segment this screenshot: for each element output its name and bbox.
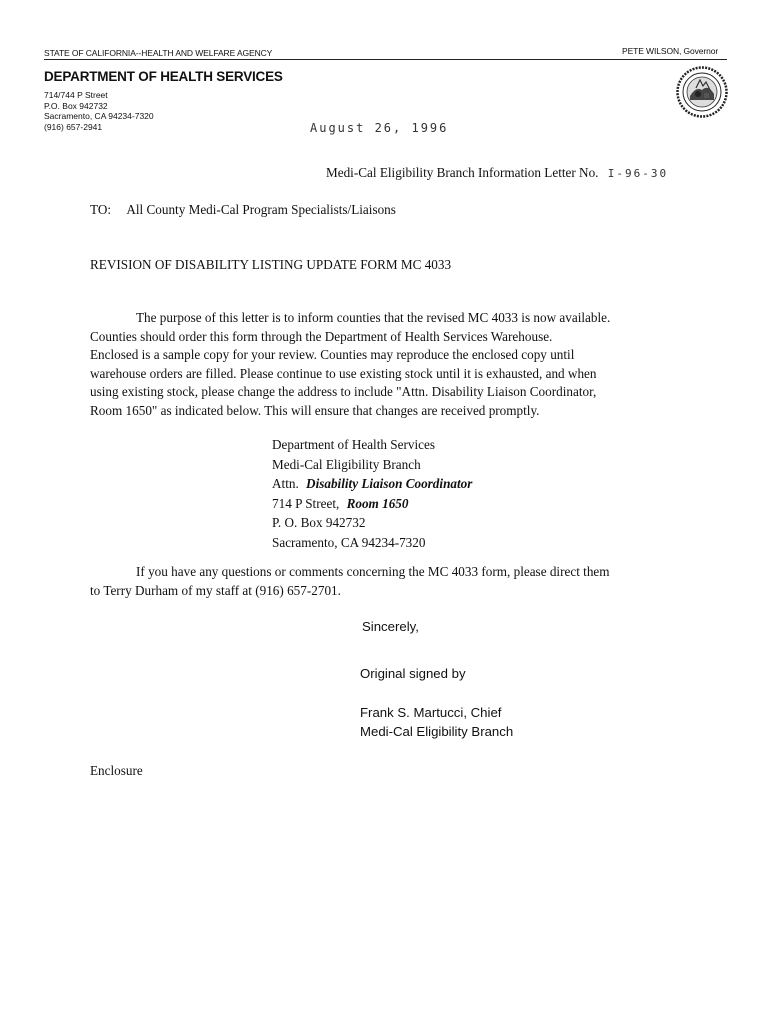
subject-line: REVISION OF DISABILITY LISTING UPDATE FORM MC 4033: [90, 257, 452, 272]
department-address: [44, 90, 154, 132]
letter-title-text: Medi-Cal Eligibility Branch Information Letter No.: [326, 165, 599, 180]
state-seal-icon: [676, 66, 728, 118]
paragraph-line: to Terry Durham of my staff at (916) 657-2701.: [90, 582, 341, 598]
address-line: P.O. Box 942732: [44, 100, 108, 111]
to-recipient: All County Medi-Cal Program Specialists/Liaisons: [126, 202, 396, 217]
attn-label: Attn.: [272, 476, 299, 491]
mailing-line: P. O. Box 942732: [272, 515, 366, 530]
to-line: [90, 201, 396, 220]
paragraph-line: If you have any questions or comments concerning the MC 4033 form, please direct them: [136, 564, 610, 579]
attn-name: Disability Liaison Coordinator: [306, 476, 473, 491]
street-text: 714 P Street,: [272, 495, 340, 511]
governor-name: PETE WILSON, Governor: [622, 46, 719, 56]
department-name: DEPARTMENT OF HEALTH SERVICES: [44, 69, 283, 84]
paragraph-line: warehouse orders are filled. Please continue to use existing stock until it is exhausted, and when: [90, 365, 597, 381]
mailing-line: Sacramento, CA 94234-7320: [272, 534, 426, 550]
letter-number: I-96-30: [607, 167, 669, 180]
room-text: Room 1650: [346, 495, 409, 511]
letter-date: August 26, 1996: [310, 121, 449, 135]
mailing-line: Medi-Cal Eligibility Branch: [272, 456, 421, 472]
mailing-line: Department of Health Services: [272, 437, 435, 452]
signer-name: Frank S. Martucci, Chief: [360, 705, 502, 720]
address-line: (916) 657-2941: [44, 121, 103, 132]
closing-signed: Original signed by: [360, 666, 466, 681]
header-rule: [44, 59, 727, 60]
mailing-address: [272, 435, 472, 552]
paragraph-questions: [90, 563, 690, 600]
mailing-street: [272, 494, 472, 514]
signer-title: Medi-Cal Eligibility Branch: [360, 724, 514, 739]
paragraph-line: Counties should order this form through the Department of Health Services Warehouse.: [90, 328, 553, 344]
mailing-attn: [272, 474, 472, 494]
paragraph-line: The purpose of this letter is to inform counties that the revised MC 4033 is now available.: [136, 310, 611, 325]
agency-header: STATE OF CALIFORNIA--HEALTH AND WELFARE AGENCY: [44, 48, 273, 58]
paragraph-line: Room 1650" as indicated below. This will ensure that changes are received promptly.: [90, 402, 540, 418]
paragraph-line: using existing stock, please change the address to include "Attn. Disability Liaison Coordinator,: [90, 384, 597, 399]
paragraph-line: Enclosed is a sample copy for your review. Counties may reproduce the enclosed copy until: [90, 347, 575, 362]
address-line: Sacramento, CA 94234-7320: [44, 111, 154, 121]
enclosure-note: Enclosure: [90, 763, 143, 778]
address-line: 714/744 P Street: [44, 90, 108, 100]
letter-title: [326, 164, 668, 184]
paragraph-intro: [90, 309, 690, 420]
closing-sincerely: Sincerely,: [362, 619, 419, 634]
to-label: TO:: [90, 202, 112, 217]
